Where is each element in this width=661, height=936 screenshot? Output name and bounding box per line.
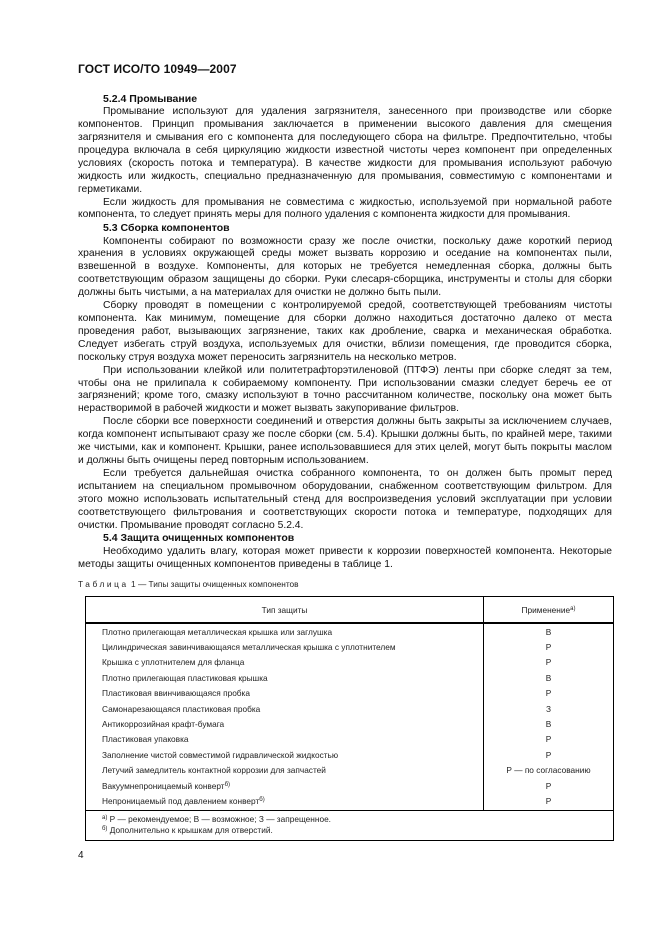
cell-type-label: Непроницаемый под давлением конверт (102, 795, 260, 806)
paragraph: Промывание используют для удаления загрязнителя, занесенного при производстве или сборке компонентов. Принцип промывания заключается в применении высокого давления для смещения загрязнителя и смывания его с компонента для последующего сбора на фильтре. Предпочтительно, чтобы процедура включала в себя циркуляцию жидкости известной чистоты через компонент при определенных условиях (скорость потока и температура). В качестве жидкости для промывания используют рабочую жидкость или жидкость, специально предназначенную для промывания, совместимую с компонентами и герметиками. (78, 106, 612, 195)
cell-type: Самонарезающаяся пластиковая пробка (86, 701, 484, 716)
footnote-text: Р — рекомендуемое; В — возможное; З — запрещенное. (107, 813, 331, 824)
column-header-use-label: Применение (521, 604, 571, 615)
cell-type-label: Вакуумнепроницаемый конверт (102, 780, 225, 791)
footnote-ref: б) (259, 796, 265, 803)
table-row (86, 763, 614, 778)
cell-use: Р (484, 732, 614, 747)
table-row (86, 747, 614, 762)
cell-type: Летучий замедлитель контактной коррозии для запчастей (86, 763, 484, 778)
table-row (86, 670, 614, 685)
table-row (86, 655, 614, 670)
table-row (86, 686, 614, 701)
cell-use: Р (484, 655, 614, 670)
cell-use: Р (484, 747, 614, 762)
cell-type: Крышка с уплотнителем для фланца (86, 655, 484, 670)
paragraph: Сборку проводят в помещении с контролируемой средой, соответствующей требованиям чистоты компонента. Как минимум, помещение для сборки должно находиться достаточно далеко от места проведения работ, вызывающих загрязнение, таких как дробление, сварка и механическая обработка. Следует избегать струй воздуха, используемых для очистки, вблизи помещения, где проводится сборка, поскольку струя воздуха может переносить загрязнитель на несколько метров. (78, 300, 612, 363)
cell-use: В (484, 670, 614, 685)
table-row (86, 639, 614, 654)
paragraph: Необходимо удалить влагу, которая может привести к коррозии поверхностей компонента. Некоторые методы защиты очищенных компонентов приведены в таблице 1. (78, 545, 612, 570)
paragraph: После сборки все поверхности соединений и отверстия должны быть закрыты за исключением случаев, когда компонент испытывают сразу же после сборки (см. 5.4). Крышки должны быть, по крайней мере, такими же чистыми, как и компонент. Крышки, ранее использовавшиеся для этих целей, могут быть покрыты маслом и должны быть очищены перед повторным использованием. (78, 416, 612, 466)
footnote-text: Дополнительно к крышкам для отверстий. (107, 825, 273, 836)
cell-type: Пластиковая ввинчивающаяся пробка (86, 686, 484, 701)
section-heading-5-4: 5.4 Защита очищенных компонентов (103, 532, 295, 545)
cell-use: Р (484, 686, 614, 701)
cell-use: Р (484, 793, 614, 810)
table-caption-label: Таблица (78, 579, 129, 589)
footnote-mark: а) (102, 814, 108, 821)
section-heading-5-3: 5.3 Сборка компонентов (103, 222, 230, 235)
page-number: 4 (78, 850, 84, 861)
table-footnotes (86, 810, 614, 840)
cell-type (86, 793, 484, 810)
column-header-use (484, 597, 614, 624)
document-header: ГОСТ ИСО/ТО 10949—2007 (78, 62, 237, 76)
table-row (86, 732, 614, 747)
table-row (86, 793, 614, 810)
table-header-row (86, 597, 614, 624)
table-caption (78, 579, 299, 589)
section-heading-5-2-4: 5.2.4 Промывание (103, 93, 198, 105)
footnote-mark: б) (102, 826, 108, 833)
protection-types-table (85, 596, 614, 841)
cell-use: В (484, 716, 614, 731)
footnote-ref: а) (570, 605, 576, 612)
document-body (78, 93, 612, 571)
cell-type: Цилиндрическая завинчивающаяся металлическая крышка с уплотнителем (86, 639, 484, 654)
cell-use: З (484, 701, 614, 716)
table-row (86, 716, 614, 731)
cell-type (86, 778, 484, 793)
cell-use: Р (484, 778, 614, 793)
cell-use: Р (484, 639, 614, 654)
cell-use: В (484, 623, 614, 639)
column-header-type: Тип защиты (86, 597, 484, 624)
cell-type: Плотно прилегающая пластиковая крышка (86, 670, 484, 685)
cell-type: Пластиковая упаковка (86, 732, 484, 747)
footnote-b (102, 825, 613, 837)
table-caption-title: 1 — Типы защиты очищенных компонентов (128, 579, 299, 589)
cell-type: Заполнение чистой совместимой гидравлической жидкостью (86, 747, 484, 762)
cell-type: Антикоррозийная крафт-бумага (86, 716, 484, 731)
table-row (86, 778, 614, 793)
paragraph: Если жидкость для промывания не совместима с жидкостью, используемой при нормальной работе компонента, то следует принять меры для полного удаления с компонента жидкости для промывания. (78, 196, 612, 221)
table-row (86, 701, 614, 716)
footnote-a (102, 814, 613, 826)
paragraph: Компоненты собирают по возможности сразу же после очистки, поскольку даже короткий период хранения в условиях окружающей среды может вызвать коррозию и оседание на компонентах пыли, взвешенной в воздухе. Компоненты, для которых не требуется немедленная сборка, должны быть соответствующим образом защищены до сборки. Руки слесаря-сборщика, инструменты и столы для сборки должны быть чистыми, а на материалах для очистки не должно быть пыли. (78, 235, 612, 299)
cell-type: Плотно прилегающая металлическая крышка или заглушка (86, 623, 484, 639)
paragraph: При использовании клейкой или политетрафторэтиленовой (ПТФЭ) ленты при сборке следят за тем, чтобы она не прилипала к собираемому компоненту. При использовании смазки следует беречь ее от загрязнений; кроме того, смазку используют в точно рассчитанном количестве, поскольку она может быть нерастворимой в рабочей жидкости и может вызвать закупоривание фильтров. (78, 364, 612, 415)
footnote-ref: б) (224, 781, 231, 788)
paragraph: Если требуется дальнейшая очистка собранного компонента, то он должен быть промыт перед испытанием на специальном промывочном оборудовании, снабженном соответствующим фильтром. Для этого можно использовать испытательный стенд для воспроизведения условий эксплуатации при условии соответствующего фильтрования и соответствующих скорости потока и температуре, подходящих для очистки. Промывание проводят согласно 5.2.4. (78, 467, 612, 531)
cell-use: Р — по согласованию (484, 763, 614, 778)
table-footnotes-row (86, 810, 614, 840)
table-row (86, 623, 614, 639)
